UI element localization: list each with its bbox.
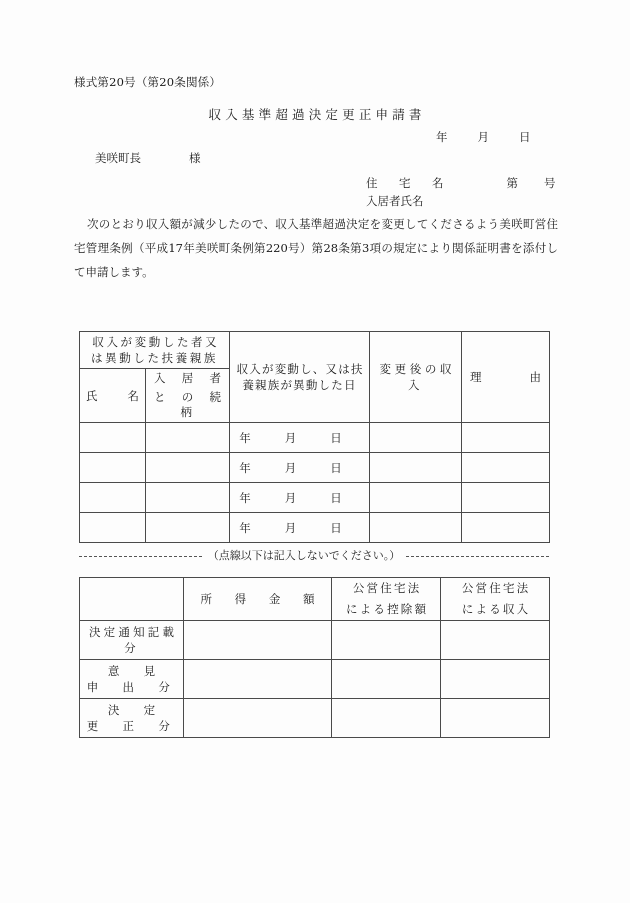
cell-relation[interactable] (146, 483, 230, 513)
row-label-text: 決定通知記載分 (88, 625, 178, 655)
header-deduction-line1: 公営住宅法 (352, 581, 422, 595)
header-income-amount (184, 578, 332, 621)
date-month-label: 月 (284, 460, 297, 475)
cell-relation[interactable] (146, 423, 230, 453)
date-placeholder (230, 430, 369, 446)
cell-name[interactable] (80, 513, 146, 543)
cell-new-income[interactable] (370, 483, 462, 513)
header-change-date-label: 収入が変動し、又は扶養親族が異動した日 (236, 362, 364, 392)
table-row (80, 660, 550, 699)
date-year-label: 年 (239, 460, 251, 475)
row-label-decision-notice (80, 621, 184, 660)
cell-name[interactable] (80, 483, 146, 513)
addressee-line (95, 150, 201, 166)
dotted-separator-note (79, 547, 549, 563)
cell-income-amount[interactable] (184, 621, 332, 660)
dotted-rule-left (79, 556, 202, 557)
table-header-row (80, 332, 550, 369)
date-day-label: 日 (330, 460, 342, 475)
date-year-label: 年 (239, 430, 251, 445)
row-label-opinion-statement (80, 660, 184, 699)
table-header-row (80, 578, 550, 621)
table-row (80, 513, 550, 543)
cell-change-date[interactable] (230, 423, 370, 453)
cell-change-date[interactable] (230, 513, 370, 543)
date-year-label: 年 (239, 520, 251, 535)
cell-name[interactable] (80, 453, 146, 483)
header-person-group (80, 332, 230, 369)
cell-change-date[interactable] (230, 453, 370, 483)
form-number: 様式第20号（第20条関係） (74, 75, 222, 89)
header-income (441, 578, 550, 621)
cell-name[interactable] (80, 423, 146, 453)
header-income-line2: による収入 (461, 602, 531, 616)
cell-reason[interactable] (462, 423, 550, 453)
table-row (80, 621, 550, 660)
header-reason-right: 由 (529, 370, 541, 384)
row-label-text: 決 定 更 正 分 (86, 703, 180, 733)
cell-income[interactable] (441, 621, 550, 660)
table-row (80, 423, 550, 453)
date-placeholder (230, 520, 369, 536)
header-name (80, 369, 146, 423)
date-day-label: 日 (519, 130, 531, 144)
cell-reason[interactable] (462, 513, 550, 543)
date-day-label: 日 (330, 490, 342, 505)
cell-reason[interactable] (462, 483, 550, 513)
date-month-label: 月 (477, 130, 489, 144)
resident-name-label: 入居者氏名 (366, 194, 424, 208)
cell-new-income[interactable] (370, 513, 462, 543)
header-name-left: 氏 (86, 388, 98, 403)
header-relation (146, 369, 238, 423)
header-deduction (332, 578, 441, 621)
page-title: 収入基準超過決定更正申請書 (208, 107, 426, 122)
header-reason-left: 理 (470, 370, 482, 384)
cell-deduction[interactable] (332, 660, 441, 699)
header-income-line1: 公営住宅法 (461, 581, 531, 595)
header-name-label (80, 388, 145, 404)
resident-name-line (366, 193, 424, 209)
date-placeholder (230, 490, 369, 506)
cell-income[interactable] (441, 660, 550, 699)
table-row (80, 699, 550, 738)
header-reason-label (462, 369, 549, 385)
cell-deduction[interactable] (332, 621, 441, 660)
dotted-rule-right (406, 556, 549, 557)
date-day-label: 日 (330, 520, 342, 535)
income-calculation-table (79, 577, 550, 738)
date-entry-line (436, 129, 531, 145)
cell-relation[interactable] (146, 513, 230, 543)
header-person-group-label: 収入が変動した者又は異動した扶養親族 (91, 335, 220, 365)
header-new-income (370, 332, 462, 423)
header-reason (462, 332, 550, 423)
header-income-amount-label: 所 得 金 額 (200, 592, 321, 606)
table-row (80, 453, 550, 483)
row-label-text: 意 見 申 出 分 (86, 664, 180, 694)
row-label-decision-correction (80, 699, 184, 738)
addressee-honorific: 様 (189, 151, 201, 165)
table-row (80, 483, 550, 513)
housing-name-label: 住 宅 名 (366, 176, 449, 190)
income-change-table (79, 331, 550, 543)
date-month-label: 月 (284, 490, 297, 505)
date-month-label: 月 (284, 520, 297, 535)
header-new-income-label: 変更後の収入 (379, 362, 456, 392)
cell-deduction[interactable] (332, 699, 441, 738)
date-placeholder (230, 460, 369, 476)
cell-reason[interactable] (462, 453, 550, 483)
cell-new-income[interactable] (370, 423, 462, 453)
addressee-office: 美咲町長 (95, 151, 141, 165)
body-paragraph-text: 次のとおり収入額が減少したので、収入基準超過決定を変更してくださるよう美咲町営住宅管理条例（平成17年美咲町条例第220号）第28条第3項の規定により関係証明書を添付して申請します。 (74, 217, 558, 279)
header-change-date (230, 332, 370, 423)
header-deduction-line2: による控除額 (345, 602, 429, 616)
cell-income-amount[interactable] (184, 699, 332, 738)
date-day-label: 日 (330, 430, 342, 445)
header-corner (80, 578, 184, 621)
housing-name-line (366, 175, 556, 191)
cell-income-amount[interactable] (184, 660, 332, 699)
header-relation-line2: と の 続 柄 (153, 390, 238, 419)
date-month-label: 月 (284, 430, 297, 445)
body-paragraph (74, 212, 558, 284)
cell-income[interactable] (441, 699, 550, 738)
header-name-right: 名 (127, 388, 139, 403)
header-relation-line1: 入 居 者 (153, 371, 224, 385)
date-year-label: 年 (436, 130, 448, 144)
building-number-prefix: 第 (506, 176, 518, 190)
dotted-note-text: （点線以下は記入しないでください。） (207, 549, 401, 562)
cell-change-date[interactable] (230, 483, 370, 513)
building-number-suffix: 号 (544, 176, 556, 190)
cell-relation[interactable] (146, 453, 230, 483)
cell-new-income[interactable] (370, 453, 462, 483)
date-year-label: 年 (239, 490, 251, 505)
